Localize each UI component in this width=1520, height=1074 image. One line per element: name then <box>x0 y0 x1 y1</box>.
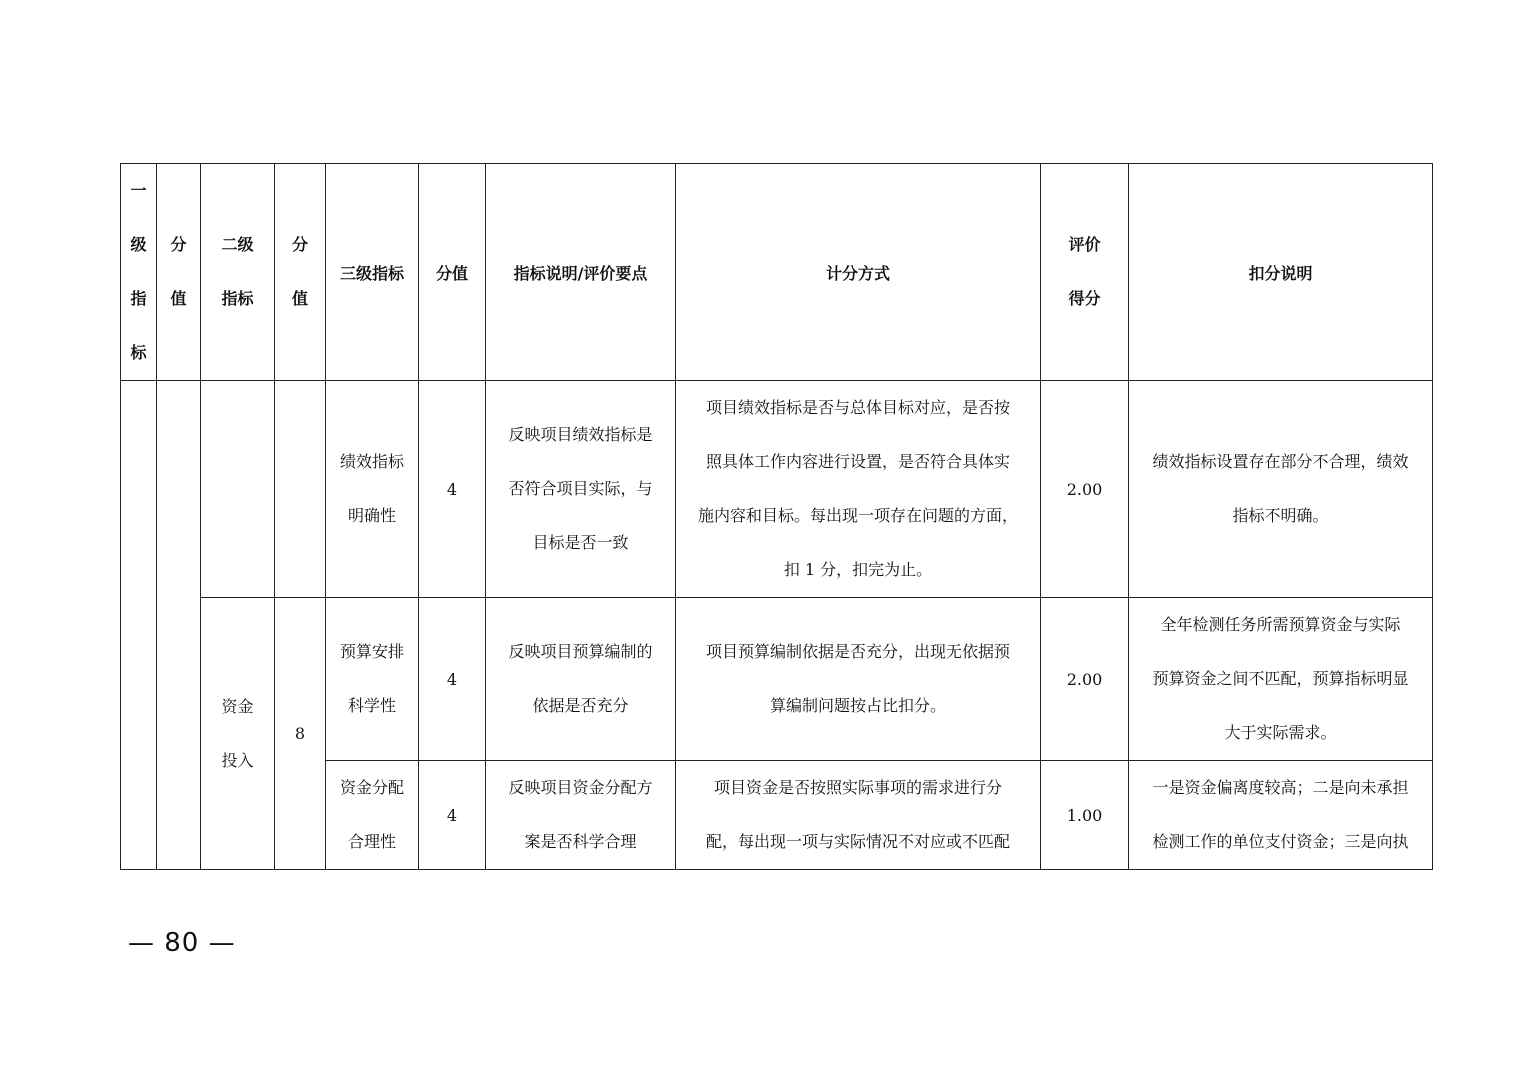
method-cell: 项目绩效指标是否与总体目标对应，是否按 照具体工作内容进行设置，是否符合具体实 施内容和目标。每出现一项存在问题的方面， 扣 1 分，扣完为止。 <box>676 381 1041 598</box>
desc-cell: 反映项目预算编制的 依据是否充分 <box>486 598 676 761</box>
method-cell: 项目预算编制依据是否充分，出现无依据预 算编制问题按占比扣分。 <box>676 598 1041 761</box>
table-row <box>121 598 1433 761</box>
page-number: — 80 — <box>128 928 236 958</box>
result-cell: 2.00 <box>1041 381 1129 598</box>
header-level1: 一 级 指 标 <box>121 164 157 381</box>
level2-cell: 资金 投入 <box>201 598 275 870</box>
method-cell: 项目资金是否按照实际事项的需求进行分 配，每出现一项与实际情况不对应或不匹配 <box>676 761 1041 870</box>
header-score3: 分值 <box>419 164 486 381</box>
deduction-cell: 一是资金偏离度较高；二是向未承担 检测工作的单位支付资金；三是向执 <box>1129 761 1433 870</box>
desc-cell: 反映项目资金分配方 案是否科学合理 <box>486 761 676 870</box>
header-result: 评价 得分 <box>1041 164 1129 381</box>
score2-cell: 8 <box>275 598 326 870</box>
evaluation-table <box>120 163 1433 870</box>
level3-cell: 资金分配 合理性 <box>326 761 419 870</box>
header-row <box>121 164 1433 381</box>
level3-cell: 绩效指标 明确性 <box>326 381 419 598</box>
level1-cell <box>121 381 157 870</box>
desc-cell: 反映项目绩效指标是 否符合项目实际，与 目标是否一致 <box>486 381 676 598</box>
score3-cell: 4 <box>419 598 486 761</box>
level2-cell-empty <box>201 381 275 598</box>
score3-cell: 4 <box>419 381 486 598</box>
header-level3: 三级指标 <box>326 164 419 381</box>
score2-cell-empty <box>275 381 326 598</box>
header-level2: 二级 指标 <box>201 164 275 381</box>
score1-cell <box>157 381 201 870</box>
deduction-cell: 全年检测任务所需预算资金与实际 预算资金之间不匹配，预算指标明显 大于实际需求。 <box>1129 598 1433 761</box>
deduction-cell: 绩效指标设置存在部分不合理，绩效 指标不明确。 <box>1129 381 1433 598</box>
table-row <box>121 381 1433 598</box>
result-cell: 2.00 <box>1041 598 1129 761</box>
evaluation-table-wrapper <box>120 163 1433 870</box>
header-desc: 指标说明/评价要点 <box>486 164 676 381</box>
score3-cell: 4 <box>419 761 486 870</box>
result-cell: 1.00 <box>1041 761 1129 870</box>
header-deduction: 扣分说明 <box>1129 164 1433 381</box>
header-method: 计分方式 <box>676 164 1041 381</box>
header-score1: 分 值 <box>157 164 201 381</box>
level3-cell: 预算安排 科学性 <box>326 598 419 761</box>
header-score2: 分 值 <box>275 164 326 381</box>
